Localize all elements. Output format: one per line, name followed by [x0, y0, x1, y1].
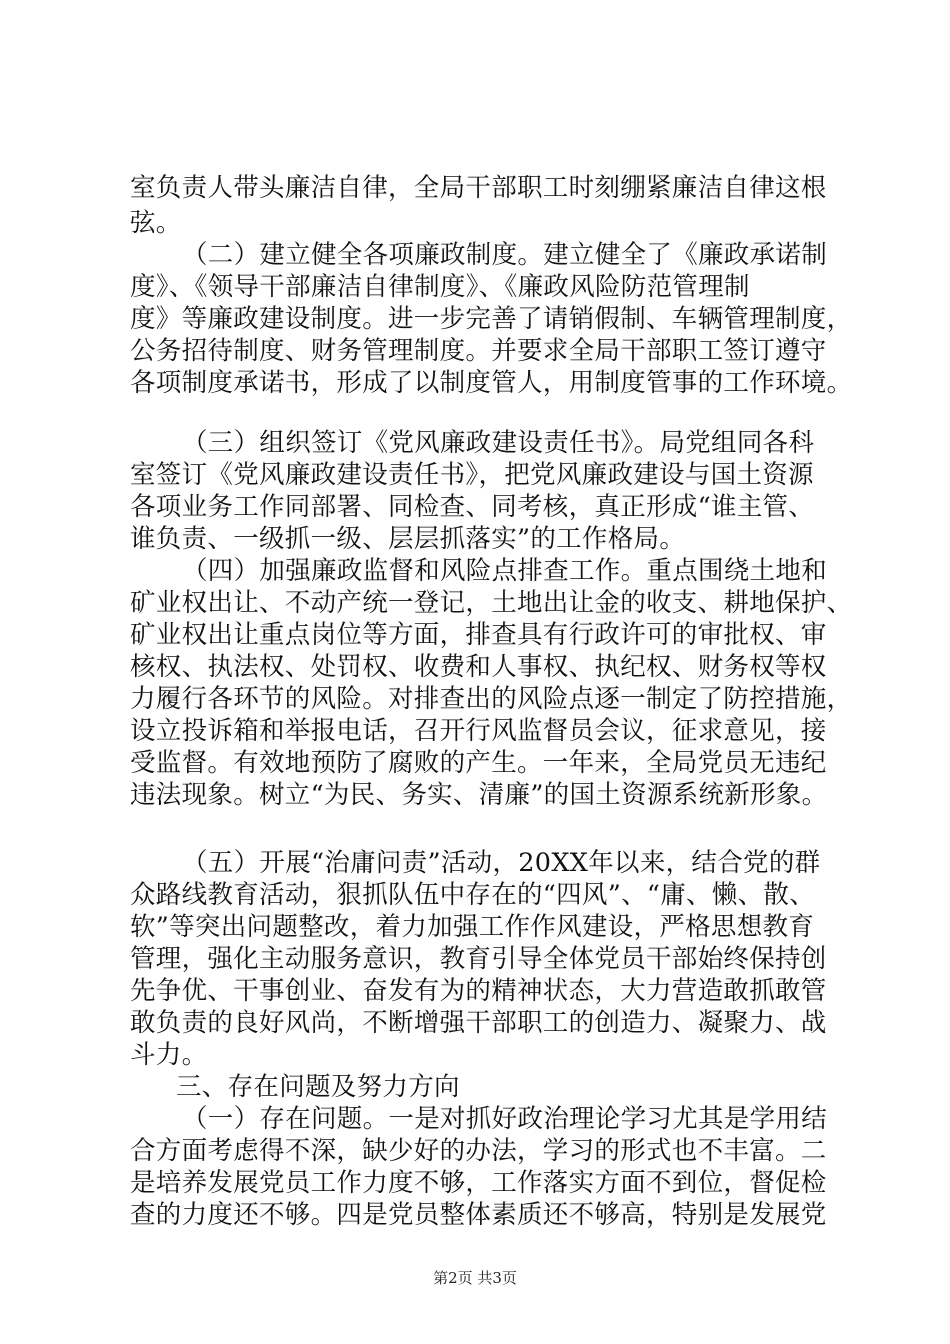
- body-line: 设立投诉箱和举报电话，召开行风监督员会议，征求意见，接: [130, 716, 827, 746]
- body-line: 是培养发展党员工作力度不够，工作落实方面不到位，督促检: [130, 1168, 827, 1198]
- paragraph-6-start: （一）存在问题。一是对抓好政治理论学习尤其是学用结: [182, 1104, 828, 1134]
- body-line: 管理，强化主动服务意识，教育引导全体党员干部始终保持创: [130, 944, 827, 974]
- body-line: 力履行各环节的风险。对排查出的风险点逐一制定了防控措施，: [130, 684, 853, 714]
- body-line: 公务招待制度、财务管理制度。并要求全局干部职工签订遵守: [130, 336, 827, 366]
- body-line: 室负责人带头廉洁自律，全局干部职工时刻绷紧廉洁自律这根: [130, 173, 827, 203]
- body-line: 度》等廉政建设制度。进一步完善了请销假制、车辆管理制度，: [130, 304, 853, 334]
- body-line: 矿业权出让重点岗位等方面，排查具有行政许可的审批权、审: [130, 620, 827, 650]
- section-heading: 三、存在问题及努力方向: [176, 1072, 460, 1102]
- body-line: 查的力度还不够。四是党员整体素质还不够高，特别是发展党: [130, 1200, 827, 1230]
- paragraph-3-start: （三）组织签订《党风廉政建设责任书》。局党组同各科: [182, 428, 815, 458]
- body-line: 众路线教育活动，狠抓队伍中存在的“四风”、“庸、懒、散、: [130, 880, 816, 910]
- paragraph-2-start: （二）建立健全各项廉政制度。建立健全了《廉政承诺制: [182, 240, 828, 270]
- paragraph-4-start: （四）加强廉政监督和风险点排查工作。重点围绕土地和: [182, 556, 828, 586]
- body-line: 各项制度承诺书，形成了以制度管人，用制度管事的工作环境。: [130, 368, 853, 398]
- body-line: 谁负责、一级抓一级、层层抓落实”的工作格局。: [130, 524, 686, 554]
- paragraph-5-start: （五）开展“治庸问责”活动，20XX年以来，结合党的群: [182, 848, 821, 878]
- body-line: 各项业务工作同部署、同检查、同考核，真正形成“谁主管、: [130, 492, 815, 522]
- body-line: 度》、《领导干部廉洁自律制度》、《廉政风险防范管理制: [130, 272, 750, 302]
- body-line: 合方面考虑得不深，缺少好的办法，学习的形式也不丰富。二: [130, 1136, 827, 1166]
- body-line: 室签订《党风廉政建设责任书》，把党风廉政建设与国土资源: [130, 460, 814, 490]
- body-line: 受监督。有效地预防了腐败的产生。一年来，全局党员无违纪: [130, 748, 827, 778]
- body-line: 弦。: [130, 208, 182, 238]
- body-line: 核权、执法权、处罚权、收费和人事权、执纪权、财务权等权: [130, 652, 827, 682]
- body-line: 软”等突出问题整改，着力加强工作作风建设，严格思想教育: [130, 912, 815, 942]
- body-line: 违法现象。树立“为民、务实、清廉”的国土资源系统新形象。: [130, 780, 828, 810]
- body-line: 先争优、干事创业、奋发有为的精神状态，大力营造敢抓敢管: [130, 976, 827, 1006]
- page-number-footer: 第2页 共3页: [433, 1269, 517, 1287]
- body-line: 斗力。: [130, 1040, 208, 1070]
- body-line: 矿业权出让、不动产统一登记，土地出让金的收支、耕地保护、: [130, 588, 853, 618]
- body-line: 敢负责的良好风尚，不断增强干部职工的创造力、凝聚力、战: [130, 1008, 827, 1038]
